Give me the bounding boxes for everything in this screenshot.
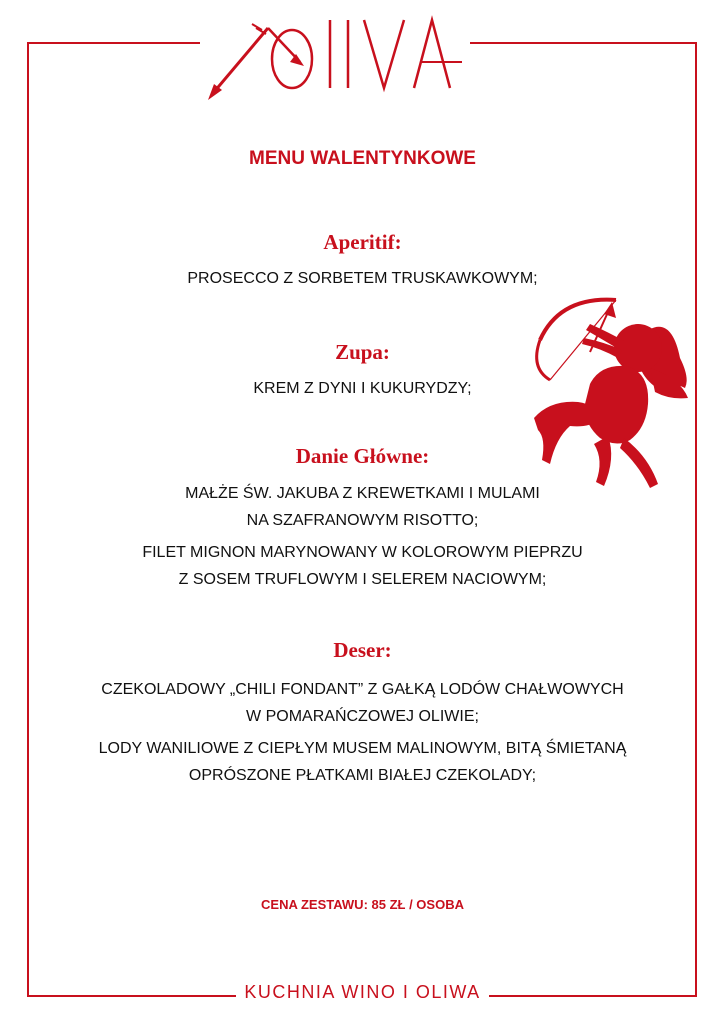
menu-item-line: W POMARAŃCZOWEJ OLIWIE; — [246, 708, 479, 725]
menu-title: MENU WALENTYNKOWE — [249, 148, 476, 169]
menu-item — [0, 676, 725, 730]
menu-item-line: FILET MIGNON MARYNOWANY W KOLOROWYM PIEPRZU — [142, 544, 583, 561]
section-heading-zupa: Zupa: — [335, 340, 390, 364]
section-heading-danie-glowne: Danie Główne: — [295, 444, 430, 468]
set-price: CENA ZESTAWU: 85 ZŁ / OSOBA — [261, 897, 464, 912]
footer-tagline: KUCHNIA WINO I OLIWA — [236, 982, 488, 1003]
arrow-icon — [200, 6, 470, 102]
section-heading-aperitif: Aperitif: — [323, 230, 402, 254]
cupid-icon — [520, 288, 690, 498]
menu-item-line: PROSECCO Z SORBETEM TRUSKAWKOWYM; — [187, 270, 538, 287]
menu-item-line: MAŁŻE ŚW. JAKUBA Z KREWETKAMI I MULAMI — [185, 485, 540, 502]
menu-item — [0, 539, 725, 593]
footer — [0, 982, 725, 1003]
section-heading-deser: Deser: — [333, 638, 392, 662]
oliwa-logo — [200, 6, 470, 102]
menu-item-line: OPRÓSZONE PŁATKAMI BIAŁEJ CZEKOLADY; — [188, 767, 537, 784]
menu-item-line: NA SZAFRANOWYM RISOTTO; — [246, 512, 479, 529]
menu-item-line: CZEKOLADOWY „CHILI FONDANT” Z GAŁKĄ LODÓW CHAŁWOWYCH — [101, 681, 624, 698]
menu-item — [0, 735, 725, 789]
menu-item-line: LODY WANILIOWE Z CIEPŁYM MUSEM MALINOWYM, BITĄ ŚMIETANĄ — [98, 740, 627, 757]
menu-item-line: KREM Z DYNI I KUKURYDZY; — [253, 380, 472, 397]
menu-item-line: Z SOSEM TRUFLOWYM I SELEREM NACIOWYM; — [178, 571, 547, 588]
